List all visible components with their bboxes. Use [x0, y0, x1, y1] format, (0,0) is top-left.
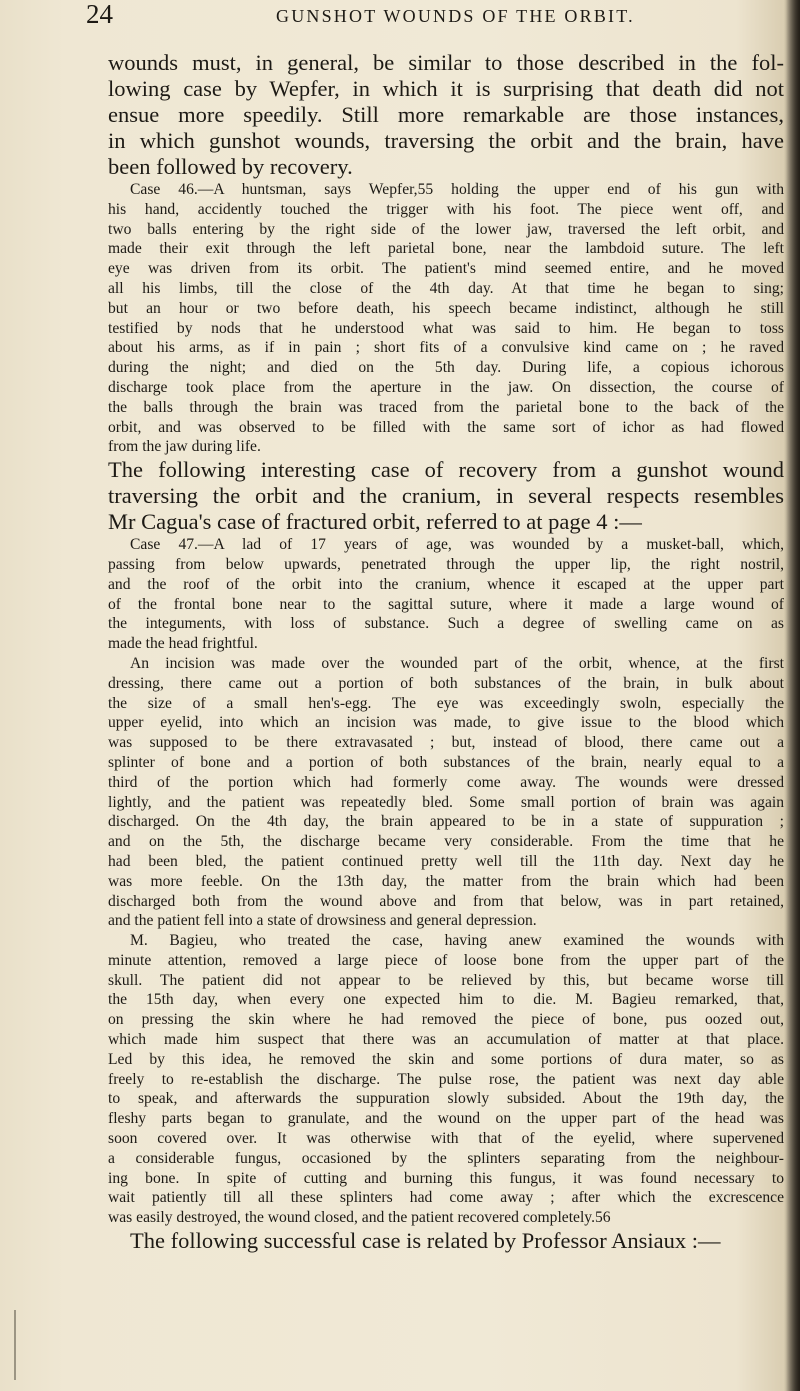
text-line: two balls entering by the right side of the lower jaw, traversed the left orbit, and [108, 220, 784, 238]
text-line: a considerable fungus, occasioned by the splinters separating from the neighbour- [108, 1149, 784, 1167]
text-line: lowing case by Wepfer, in which it is surprising that death did not [108, 76, 784, 101]
text-line: and on the 5th, the discharge became very considerable. From the time that he [108, 833, 784, 851]
text-line: passing from below upwards, penetrated through the upper lip, the right nostril, [108, 555, 784, 573]
text-line: minute attention, removed a large piece of loose bone from the upper part of the [108, 951, 784, 969]
text-line: all his limbs, till the close of the 4th day. At that time he began to sing; [108, 279, 784, 297]
text-line: to speak, and afterwards the suppuration slowly subsided. About the 19th day, the [108, 1090, 784, 1108]
text-line: The following successful case is related by Professor Ansiaux :— [130, 1228, 721, 1254]
text-line: skull. The patient did not appear to be relieved by this, but became worse till [108, 971, 784, 989]
text-line: been followed by recovery. [108, 154, 353, 179]
text-line: eye was driven from its orbit. The patient's mind seemed entire, and he moved [108, 260, 784, 278]
running-title: GUNSHOT WOUNDS OF THE ORBIT. [276, 6, 635, 26]
text-line: and the patient fell into a state of drowsiness and general depression. [108, 912, 537, 930]
body-paragraph [108, 457, 784, 535]
text-line: Led by this idea, he removed the skin and some portions of dura mater, so as [108, 1050, 784, 1068]
text-line: ensue more speedily. Still more remarkable are those instances, [108, 102, 784, 127]
text-line: upper eyelid, into which an incision was made, to give issue to the blood which [108, 714, 784, 732]
text-line: dressing, there came out a portion of both substances of the brain, in bulk about [108, 674, 784, 692]
text-line: lightly, and the patient was repeatedly bled. Some small portion of brain was again [108, 793, 784, 811]
text-line: in which gunshot wounds, traversing the orbit and the brain, have [108, 128, 784, 153]
text-line: during the night; and died on the 5th day. During life, a copious ichorous [108, 359, 784, 377]
text-line: An incision was made over the wounded part of the orbit, whence, at the first [130, 654, 784, 672]
case-paragraph [108, 180, 784, 457]
text-line: from the jaw during life. [108, 438, 261, 456]
text-line: which made him suspect that there was an accumulation of matter at that place. [108, 1031, 784, 1049]
text-line: and the roof of the orbit into the cranium, whence it escaped at the upper part [108, 575, 784, 593]
text-line: third of the portion which had formerly come away. The wounds were dressed [108, 773, 784, 791]
text-line: was supposed to be there extravasated ; but, instead of blood, there came out a [108, 734, 784, 752]
text-line: Case 47.—A lad of 17 years of age, was wounded by a musket-ball, which, [130, 536, 784, 554]
body-paragraph [108, 50, 784, 180]
text-line: of the frontal bone near to the sagittal suture, where it made a large wound of [108, 595, 784, 613]
text-line: splinter of bone and a portion of both substances of the brain, nearly equal to a [108, 753, 784, 771]
text-line: traversing the orbit and the cranium, in several respects resembles [108, 483, 784, 509]
case-paragraph [108, 931, 784, 1228]
text-line: freely to re-establish the discharge. The pulse rose, the patient was next day able [108, 1070, 784, 1088]
case-paragraph [108, 535, 784, 654]
body-text [108, 50, 784, 1254]
text-line: the size of a small hen's-egg. The eye was exceedingly swoln, especially the [108, 694, 784, 712]
text-line: ing bone. In spite of cutting and burning this fungus, it was found necessary to [108, 1169, 784, 1187]
text-line: the integuments, with loss of substance. Such a degree of swelling came on as [108, 615, 784, 633]
text-line: the 15th day, when every one expected him to die. M. Bagieu remarked, that, [108, 991, 784, 1009]
text-line: soon covered over. It was otherwise with that of the eyelid, where supervened [108, 1130, 784, 1148]
text-line: testified by nods that he understood what was said to him. He began to toss [108, 319, 784, 337]
text-line: wounds must, in general, be similar to those described in the fol- [108, 50, 784, 75]
text-line: was easily destroyed, the wound closed, and the patient recovered completely.56 [108, 1209, 611, 1227]
running-head [86, 1, 786, 27]
text-line: orbit, and was observed to be filled with the same sort of ichor as had flowed [108, 418, 784, 436]
page-edge-shadow [786, 0, 800, 1391]
text-line: the balls through the brain was traced from the parietal bone to the back of the [108, 398, 784, 416]
text-line: wait patiently till all these splinters had come away ; after which the excrescence [108, 1189, 784, 1207]
text-line: Case 46.—A huntsman, says Wepfer,55 holding the upper end of his gun with [130, 181, 784, 198]
text-line: made the head frightful. [108, 635, 258, 653]
page-number: 24 [86, 0, 113, 29]
text-line: on pressing the skin where he had removed the piece of bone, pus oozed out, [108, 1011, 784, 1029]
text-line: discharged. On the 4th day, the brain appeared to be in a state of suppuration ; [108, 813, 784, 831]
text-line: but an hour or two before death, his speech became indistinct, although he still [108, 299, 784, 317]
text-line: discharged both from the wound above and from that below, was in part retained, [108, 892, 784, 910]
case-paragraph [108, 654, 784, 931]
text-line: fleshy parts began to granulate, and the wound on the upper part of the head was [108, 1110, 784, 1128]
text-line: his hand, accidently touched the trigger with his foot. The piece went off, and [108, 200, 784, 218]
text-line: The following interesting case of recovery from a gunshot wound [108, 457, 784, 483]
text-line: made their exit through the left parietal bone, near the lambdoid suture. The left [108, 240, 784, 258]
text-line: discharge took place from the aperture in the jaw. On dissection, the course of [108, 378, 784, 396]
text-line: about his arms, as if in pain ; short fits of a convulsive kind came on ; he raved [108, 339, 784, 357]
margin-mark [14, 1310, 32, 1380]
text-line: was more feeble. On the 13th day, the matter from the brain which had been [108, 872, 784, 890]
text-line: had been bled, the patient continued pretty well till the 11th day. Next day he [108, 852, 784, 870]
body-paragraph [108, 1228, 784, 1254]
text-line: Mr Cagua's case of fractured orbit, referred to at page 4 :— [108, 509, 642, 535]
text-line: M. Bagieu, who treated the case, having anew examined the wounds with [130, 932, 784, 950]
